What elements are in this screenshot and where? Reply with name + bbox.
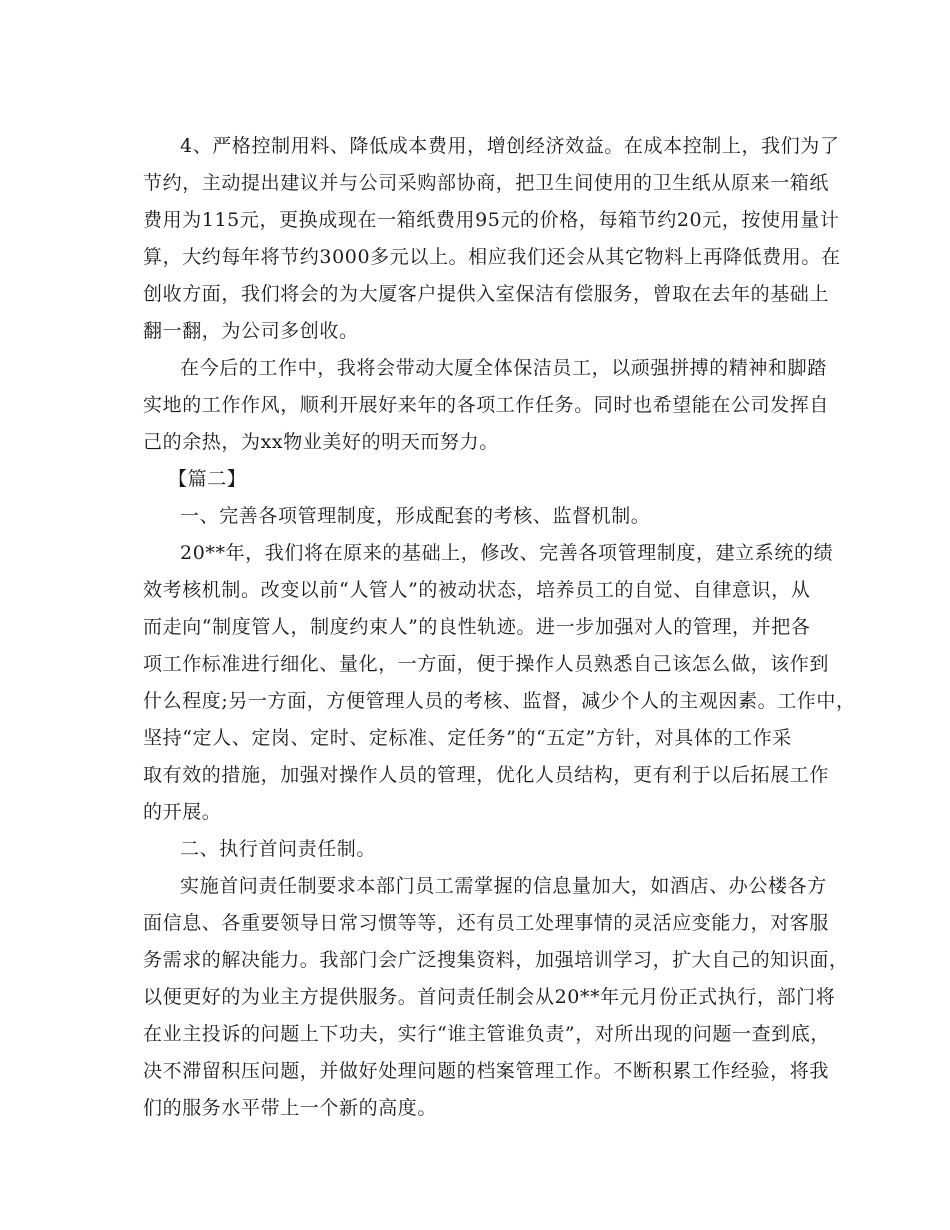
text-line: 务需求的解决能力。我部门会广泛搜集资料，加强培训学习，扩大自己的知识面， (143, 949, 849, 971)
text-line: 们的服务水平带上一个新的高度。 (143, 1097, 438, 1119)
text-line: 费用为115元，更换成现在一箱纸费用95元的价格，每箱节约20元，按使用量计 (143, 209, 840, 231)
text-line: 翻一翻，为公司多创收。 (143, 320, 359, 342)
text-line: 算，大约每年将节约3000多元以上。相应我们还会从其它物料上再降低费用。在 (143, 246, 841, 268)
text-line: 效考核机制。改变以前“人管人”的被动状态，培养员工的自觉、自律意识，从 (143, 579, 811, 601)
text-line: 取有效的措施，加强对操作人员的管理，优化人员结构，更有利于以后拓展工作 (143, 764, 830, 786)
text-line: 决不滞留积压问题，并做好处理问题的档案管理工作。不断积累工作经验，将我 (143, 1060, 830, 1082)
text-line: 创收方面，我们将会的为大厦客户提供入室保洁有偿服务，曾取在去年的基础上 (143, 283, 830, 305)
text-line: 二、执行首问责任制。 (180, 838, 377, 860)
text-line: 在今后的工作中，我将会带动大厦全体保洁员工，以顽强拼搏的精神和脚踏 (180, 357, 827, 379)
text-line: 什么程度;另一方面，方便管理人员的考核、监督，减少个人的主观因素。工作中， (143, 690, 856, 712)
text-line: 在业主投诉的问题上下功夫，实行“谁主管谁负责”，对所出现的问题一查到底， (143, 1023, 831, 1045)
text-line: 而走向“制度管人，制度约束人”的良性轨迹。进一步加强对人的管理，并把各 (143, 616, 811, 638)
text-line: 坚持“定人、定岗、定时、定标准、定任务”的“五定”方针，对具体的工作采 (143, 727, 792, 749)
section-heading: 【篇二】 (168, 468, 247, 490)
text-line: 实地的工作作风，顺利开展好来年的各项工作任务。同时也希望能在公司发挥自 (143, 394, 830, 416)
text-line: 20**年，我们将在原来的基础上，修改、完善各项管理制度，建立系统的绩 (180, 542, 834, 564)
text-line: 项工作标准进行细化、量化，一方面，便于操作人员熟悉自己该怎么做，该作到 (143, 653, 830, 675)
text-line: 的开展。 (143, 801, 222, 823)
text-line: 4、严格控制用料、降低成本费用，增创经济效益。在成本控制上，我们为了 (180, 135, 840, 157)
text-line: 节约，主动提出建议并与公司采购部协商，把卫生间使用的卫生纸从原来一箱纸 (143, 172, 830, 194)
text-line: 己的余热，为xx物业美好的明天而努力。 (143, 431, 499, 453)
text-line: 实施首问责任制要求本部门员工需掌握的信息量加大，如酒店、办公楼各方 (180, 875, 827, 897)
text-line: 一、完善各项管理制度，形成配套的考核、监督机制。 (180, 505, 651, 527)
text-line: 面信息、各重要领导日常习惯等等，还有员工处理事情的灵活应变能力，对客服 (143, 912, 830, 934)
text-line: 以便更好的为业主方提供服务。首问责任制会从20**年元月份正式执行，部门将 (143, 986, 836, 1008)
